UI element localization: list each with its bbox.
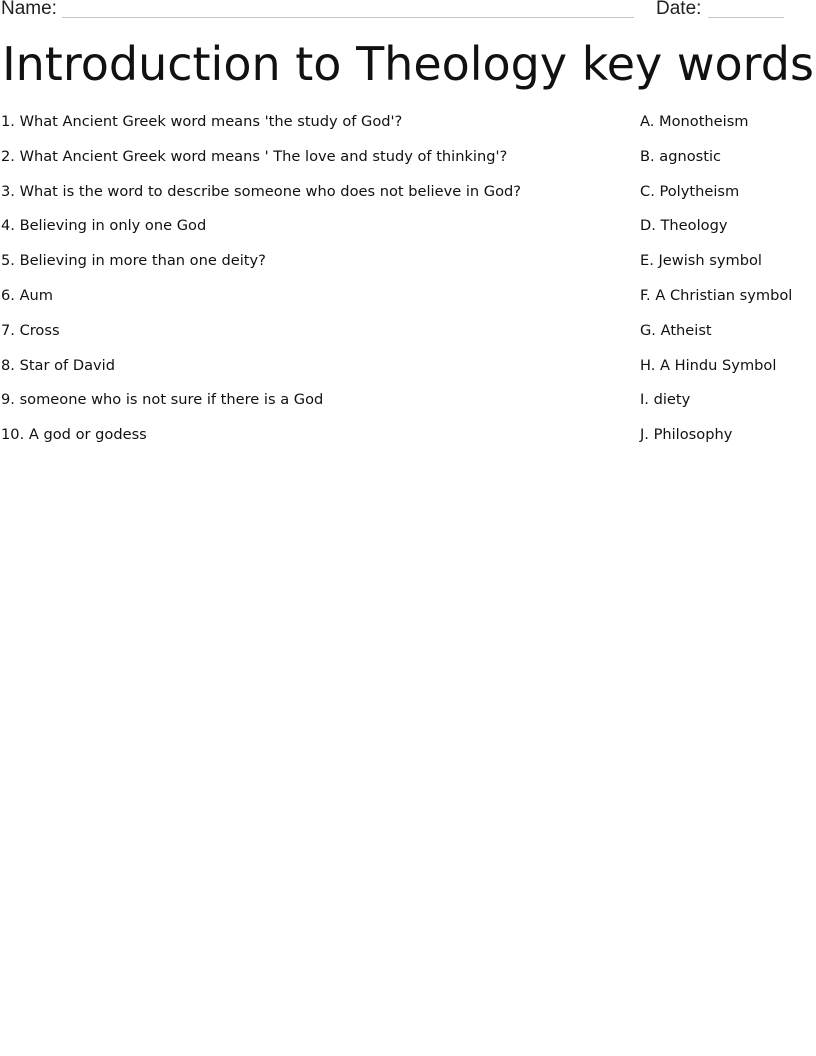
questions-list [1,112,601,460]
question-item: 10. A god or godess [1,426,147,444]
name-label: Name: [1,0,57,19]
answer-item: B. agnostic [640,147,722,165]
answer-item: A. Monotheism [640,113,749,130]
answer-item: E. Jewish symbol [640,252,762,270]
answer-item: D. Theology [640,217,728,235]
question-item: 7. Cross [1,321,60,339]
answer-item: J. Philosophy [640,426,733,444]
answer-item: H. A Hindu Symbol [640,356,777,374]
question-item: 3. What is the word to describe someone who does not believe in God? [1,182,522,200]
question-item: 9. someone who is not sure if there is a God [1,391,324,409]
answer-item: I. diety [640,391,691,409]
worksheet-header [0,0,816,22]
question-item: 4. Believing in only one God [1,217,207,235]
date-blank-line [708,17,784,18]
answer-item: F. A Christian symbol [640,286,793,304]
question-item: 5. Believing in more than one deity? [1,252,266,270]
question-item: 1. What Ancient Greek word means 'the study of God'? [1,113,403,130]
date-label: Date: [656,0,702,19]
answer-item: C. Polytheism [640,182,740,200]
answer-item: G. Atheist [640,321,712,339]
question-item: 8. Star of David [1,356,115,374]
page-title: Introduction to Theology key words [2,37,814,91]
question-item: 6. Aum [1,286,54,304]
question-item: 2. What Ancient Greek word means ' The love and study of thinking'? [1,147,508,165]
answers-list [640,112,816,460]
name-blank-line [62,17,634,18]
